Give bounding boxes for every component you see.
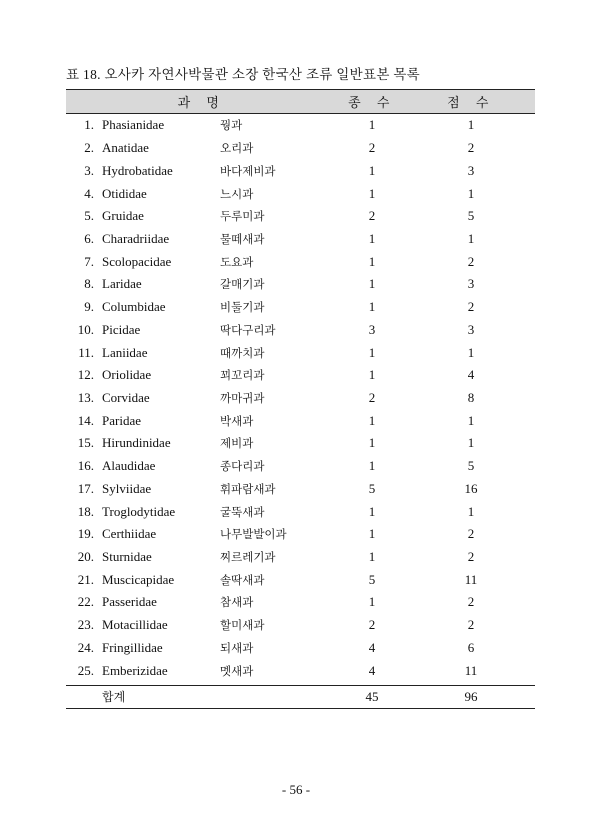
row-species-count: 5 xyxy=(368,571,376,587)
row-specimen-count: 1 xyxy=(467,230,475,246)
row-specimen-count: 8 xyxy=(467,389,475,405)
row-specimen-count: 2 xyxy=(467,526,475,542)
row-specimen-count: 2 xyxy=(467,549,475,565)
table-row xyxy=(66,523,535,546)
table-row xyxy=(66,409,535,432)
row-species-count: 2 xyxy=(368,617,376,633)
table-row xyxy=(66,182,535,205)
row-species-count: 5 xyxy=(368,480,376,496)
row-korean-name: 까마귀과 xyxy=(220,390,265,405)
row-number: 24. xyxy=(77,639,94,655)
row-number: 4. xyxy=(84,185,94,201)
row-korean-name: 꿩과 xyxy=(220,118,243,133)
row-specimen-count: 2 xyxy=(467,594,475,610)
row-scientific-name: Motacillidae xyxy=(102,617,168,633)
row-specimen-count: 1 xyxy=(467,344,475,360)
row-scientific-name: Otididae xyxy=(102,185,147,201)
row-korean-name: 오리과 xyxy=(220,141,254,156)
row-species-count: 1 xyxy=(368,503,376,519)
row-species-count: 1 xyxy=(368,230,376,246)
table-row xyxy=(66,659,535,685)
row-scientific-name: Fringillidae xyxy=(102,639,163,655)
row-number: 15. xyxy=(77,435,94,451)
row-korean-name: 굴뚝새과 xyxy=(220,504,265,519)
row-species-count: 1 xyxy=(368,458,376,474)
row-scientific-name: Hirundinidae xyxy=(102,435,171,451)
row-specimen-count: 2 xyxy=(467,299,475,315)
row-number: 23. xyxy=(77,617,94,633)
row-korean-name: 물떼새과 xyxy=(220,231,265,246)
row-korean-name: 박새과 xyxy=(220,413,254,428)
bird-family-table xyxy=(66,89,535,709)
row-korean-name: 할미새과 xyxy=(220,618,265,633)
table-header-row xyxy=(66,90,535,114)
row-scientific-name: Sturnidae xyxy=(102,549,152,565)
row-korean-name: 제비과 xyxy=(220,436,254,451)
table-row xyxy=(66,500,535,523)
header-family: 과 명 xyxy=(66,90,337,114)
table-row xyxy=(66,614,535,637)
row-species-count: 2 xyxy=(368,140,376,156)
row-species-count: 4 xyxy=(368,662,376,678)
table-row xyxy=(66,478,535,501)
row-number: 2. xyxy=(84,140,94,156)
row-scientific-name: Certhiidae xyxy=(102,526,157,542)
row-korean-name: 갈매기과 xyxy=(220,277,265,292)
row-species-count: 1 xyxy=(368,594,376,610)
row-scientific-name: Laridae xyxy=(102,276,142,292)
row-number: 22. xyxy=(77,594,94,610)
row-scientific-name: Gruidae xyxy=(102,208,144,224)
row-number: 6. xyxy=(84,230,94,246)
table-row xyxy=(66,318,535,341)
row-specimen-count: 1 xyxy=(467,503,475,519)
row-species-count: 1 xyxy=(368,185,376,201)
row-specimen-count: 4 xyxy=(467,367,475,383)
table-row xyxy=(66,432,535,455)
row-specimen-count: 5 xyxy=(467,458,475,474)
header-specimens: 점 수 xyxy=(407,90,535,114)
row-species-count: 1 xyxy=(368,253,376,269)
row-species-count: 1 xyxy=(368,435,376,451)
row-species-count: 4 xyxy=(368,639,376,655)
row-specimen-count: 11 xyxy=(464,571,478,587)
row-species-count: 1 xyxy=(368,549,376,565)
row-scientific-name: Troglodytidae xyxy=(102,503,176,519)
total-specimens: 96 xyxy=(407,685,535,708)
row-number: 20. xyxy=(77,549,94,565)
row-scientific-name: Paridae xyxy=(102,412,141,428)
page-number: - 56 - xyxy=(281,782,311,797)
row-number: 10. xyxy=(77,321,94,337)
row-species-count: 1 xyxy=(368,299,376,315)
table-row xyxy=(66,387,535,410)
row-specimen-count: 2 xyxy=(467,253,475,269)
row-scientific-name: Hydrobatidae xyxy=(102,162,173,178)
row-species-count: 1 xyxy=(368,276,376,292)
row-scientific-name: Scolopacidae xyxy=(102,253,172,269)
row-specimen-count: 5 xyxy=(467,208,475,224)
row-number: 21. xyxy=(77,571,94,587)
row-specimen-count: 3 xyxy=(467,321,475,337)
table-body xyxy=(66,114,535,686)
table-row xyxy=(66,296,535,319)
row-korean-name: 나무발발이과 xyxy=(220,527,287,542)
table-row xyxy=(66,205,535,228)
row-number: 18. xyxy=(77,503,94,519)
table-caption: 표 18. 오사카 자연사박물관 소장 한국산 조류 일반표본 목록 xyxy=(66,67,421,82)
row-korean-name: 참새과 xyxy=(220,595,254,610)
row-scientific-name: Emberizidae xyxy=(102,662,168,678)
row-specimen-count: 3 xyxy=(467,162,475,178)
row-species-count: 1 xyxy=(368,367,376,383)
row-korean-name: 종다리과 xyxy=(220,459,265,474)
row-korean-name: 휘파람새과 xyxy=(220,481,276,496)
row-number: 14. xyxy=(77,412,94,428)
row-species-count: 1 xyxy=(368,526,376,542)
table-row xyxy=(66,228,535,251)
table-row xyxy=(66,455,535,478)
table-row xyxy=(66,637,535,660)
row-scientific-name: Passeridae xyxy=(102,594,157,610)
row-specimen-count: 1 xyxy=(467,412,475,428)
table-row xyxy=(66,364,535,387)
row-species-count: 1 xyxy=(368,117,376,133)
row-species-count: 1 xyxy=(368,162,376,178)
row-scientific-name: Phasianidae xyxy=(102,117,165,133)
row-scientific-name: Alaudidae xyxy=(102,458,156,474)
row-number: 19. xyxy=(77,526,94,542)
table-row xyxy=(66,159,535,182)
row-scientific-name: Muscicapidae xyxy=(102,571,175,587)
row-number: 25. xyxy=(77,662,94,678)
table-row xyxy=(66,568,535,591)
total-row xyxy=(66,685,535,708)
table-row xyxy=(66,250,535,273)
row-species-count: 1 xyxy=(368,344,376,360)
row-number: 16. xyxy=(77,458,94,474)
row-species-count: 1 xyxy=(368,412,376,428)
table-row xyxy=(66,591,535,614)
row-specimen-count: 3 xyxy=(467,276,475,292)
total-label: 합계 xyxy=(66,685,337,708)
table-row xyxy=(66,546,535,569)
row-species-count: 2 xyxy=(368,389,376,405)
row-species-count: 2 xyxy=(368,208,376,224)
row-specimen-count: 2 xyxy=(467,617,475,633)
row-korean-name: 도요과 xyxy=(220,254,254,269)
row-korean-name: 느시과 xyxy=(220,186,254,201)
row-korean-name: 딱다구리과 xyxy=(220,322,276,337)
row-scientific-name: Picidae xyxy=(102,321,141,337)
row-scientific-name: Laniidae xyxy=(102,344,148,360)
row-scientific-name: Sylviidae xyxy=(102,480,152,496)
table-row xyxy=(66,273,535,296)
header-species: 종 수 xyxy=(337,90,407,114)
row-korean-name: 꾀꼬리과 xyxy=(220,368,265,383)
table-row xyxy=(66,341,535,364)
row-specimen-count: 1 xyxy=(467,117,475,133)
row-korean-name: 비둘기과 xyxy=(220,300,265,315)
row-specimen-count: 11 xyxy=(464,662,478,678)
row-korean-name: 때까치과 xyxy=(220,345,265,360)
row-scientific-name: Corvidae xyxy=(102,389,150,405)
row-scientific-name: Anatidae xyxy=(102,140,149,156)
row-korean-name: 바다제비과 xyxy=(220,163,276,178)
row-number: 12. xyxy=(77,367,94,383)
row-korean-name: 솔딱새과 xyxy=(220,572,265,587)
row-number: 17. xyxy=(77,480,94,496)
row-number: 13. xyxy=(77,389,94,405)
row-specimen-count: 1 xyxy=(467,185,475,201)
table-row xyxy=(66,137,535,160)
row-korean-name: 되새과 xyxy=(220,640,254,655)
row-korean-name: 두루미과 xyxy=(220,209,265,224)
row-specimen-count: 6 xyxy=(467,639,475,655)
row-korean-name: 멧새과 xyxy=(220,663,254,678)
total-species: 45 xyxy=(337,685,407,708)
row-specimen-count: 2 xyxy=(467,140,475,156)
row-number: 3. xyxy=(84,162,94,178)
row-number: 8. xyxy=(84,276,94,292)
row-number: 11. xyxy=(78,344,94,360)
row-korean-name: 찌르레기과 xyxy=(220,550,276,565)
row-scientific-name: Oriolidae xyxy=(102,367,152,383)
row-specimen-count: 1 xyxy=(467,435,475,451)
row-species-count: 3 xyxy=(368,321,376,337)
row-number: 5. xyxy=(84,208,94,224)
row-scientific-name: Charadriidae xyxy=(102,230,170,246)
row-scientific-name: Columbidae xyxy=(102,299,166,315)
row-number: 9. xyxy=(84,299,94,315)
row-specimen-count: 16 xyxy=(464,480,478,496)
row-number: 7. xyxy=(84,253,94,269)
row-number: 1. xyxy=(84,117,94,133)
table-row xyxy=(66,114,535,137)
